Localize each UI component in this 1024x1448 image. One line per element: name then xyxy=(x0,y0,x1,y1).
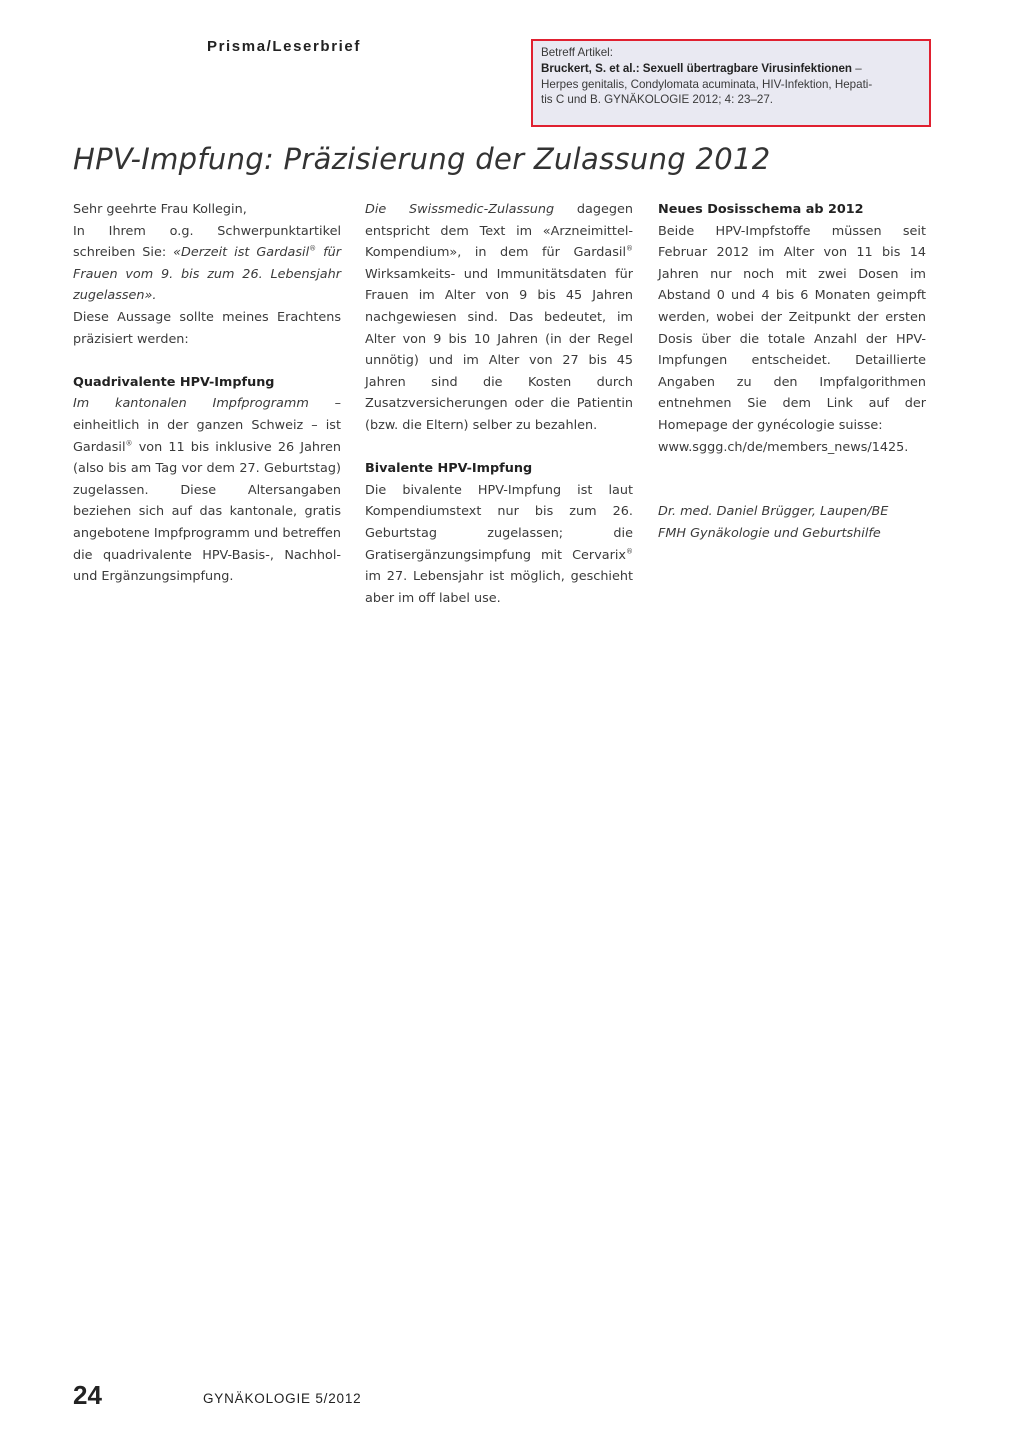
text-quadrivalent-b: von 11 bis inklusive 26 Jahren (also bis am Tag vor dem 27. Geburtstag) zugelassen. Diese Altersangaben beziehen sich auf das kantonale, gratis angebotene Impfprogramm und betreffen die quadrivalente HPV-Basis-, Nachhol- und Ergänzungsimpfung. xyxy=(73,439,341,585)
heading-bivalent: Bivalente HPV-Impfung xyxy=(365,461,533,477)
heading-dosisschema: Neues Dosisschema ab 2012 xyxy=(658,202,864,217)
text-swissmedic-a: dagegen entspricht dem Text im «Arzneimittel-Kompendium», in dem für Gardasil xyxy=(365,202,633,261)
column-3 xyxy=(658,199,926,545)
intro-text: In Ihrem o.g. Schwerpunktartikel schreiben Sie: xyxy=(73,223,341,261)
intro-paragraph-2: Diese Aussage sollte meines Erachtens präzisiert werden: xyxy=(73,309,341,347)
page-number: 24 xyxy=(73,1380,102,1410)
signature-line-2: FMH Gynäkologie und Geburtshilfe xyxy=(658,525,881,541)
paragraph-dosisschema: Beide HPV-Impfstoffe müssen seit Februar 2012 im Alter von 11 bis 14 Jahren nur noch mit zwei Dosen im Abstand 0 und 4 bis 6 Monaten geimpft werden, wobei der Zeitpunkt der ersten Dosis über die totale Anzahl der HPV-Impfungen entscheidet. Detaillierte Angaben zu den Impfalgorithmen entnehmen Sie dem Link auf der Homepage der gynécologie suisse: xyxy=(658,223,926,433)
text-swissmedic-b: Wirksamkeits- und Immunitätsdaten für Frauen im Alter von 9 bis 45 Jahren nachgewiesen sind. Das bedeutet, im Alter von 9 bis 10 Jahren (in der Regel unnötig) und im Alter von 27 bis 45 Jahren sind die Kosten durch Zusatzversicherungen oder die Patientin (bzw. die Eltern) selber zu bezahlen. xyxy=(365,266,633,433)
link-sggg[interactable]: www.sggg.ch/de/members_news/1425. xyxy=(658,439,909,455)
reference-dash: – xyxy=(851,61,862,75)
journal-footer: GYNÄKOLOGIE 5/2012 xyxy=(203,1391,362,1406)
registered-mark: ® xyxy=(626,547,633,556)
emphasis-swissmedic: Die Swissmedic-Zulassung xyxy=(365,202,555,217)
greeting: Sehr geehrte Frau Kollegin, xyxy=(73,202,247,217)
heading-quadrivalent: Quadrivalente HPV-Impfung xyxy=(73,374,275,390)
emphasis-kantonal: Im kantonalen Impfprogramm xyxy=(73,396,309,412)
column-1 xyxy=(73,199,341,588)
reference-box xyxy=(531,39,931,127)
reference-line-2: Herpes genitalis, Condylomata acuminata, HIV-Infektion, Hepati- xyxy=(541,77,873,91)
paragraph-swissmedic xyxy=(365,199,633,437)
column-2 xyxy=(365,199,633,609)
signature-line-1: Dr. med. Daniel Brügger, Laupen/BE xyxy=(658,504,889,520)
paragraph-bivalent xyxy=(365,480,633,610)
registered-mark: ® xyxy=(125,439,133,448)
text-quadrivalent-a: – einheitlich in der ganzen Schweiz – ist Gardasil xyxy=(73,396,341,455)
signature-title xyxy=(658,523,926,545)
reference-label: Betreff Artikel: xyxy=(541,46,613,59)
section-label: Prisma/Leserbrief xyxy=(207,38,361,55)
paragraph-quadrivalent xyxy=(73,393,341,587)
registered-mark: ® xyxy=(626,244,633,253)
text-bivalent-a: Die bivalente HPV-Impfung ist laut Kompendiumstext nur bis zum 26. Geburtstag zugelassen; die Gratisergänzungsimpfung mit Cervarix xyxy=(365,482,633,563)
signature-name xyxy=(658,501,926,523)
reference-line-3: tis C und B. GYNÄKOLOGIE 2012; 4: 23–27. xyxy=(541,93,773,107)
text-bivalent-b: im 27. Lebensjahr ist möglich, geschieht aber im off label use. xyxy=(365,569,633,606)
reference-citation xyxy=(541,61,922,77)
intro-paragraph xyxy=(73,221,341,307)
article-title: HPV-Impfung: Präzisierung der Zulassung 2012 xyxy=(73,142,771,176)
registered-mark: ® xyxy=(309,244,317,253)
quote-part-b: für Frauen vom 9. bis zum 26. Lebensjahr zugelassen». xyxy=(73,245,341,304)
reference-authors-title: Bruckert, S. et al.: Sexuell übertragbare Virusinfektionen xyxy=(541,61,852,75)
quote-part-a: «Derzeit ist Gardasil xyxy=(173,245,310,261)
